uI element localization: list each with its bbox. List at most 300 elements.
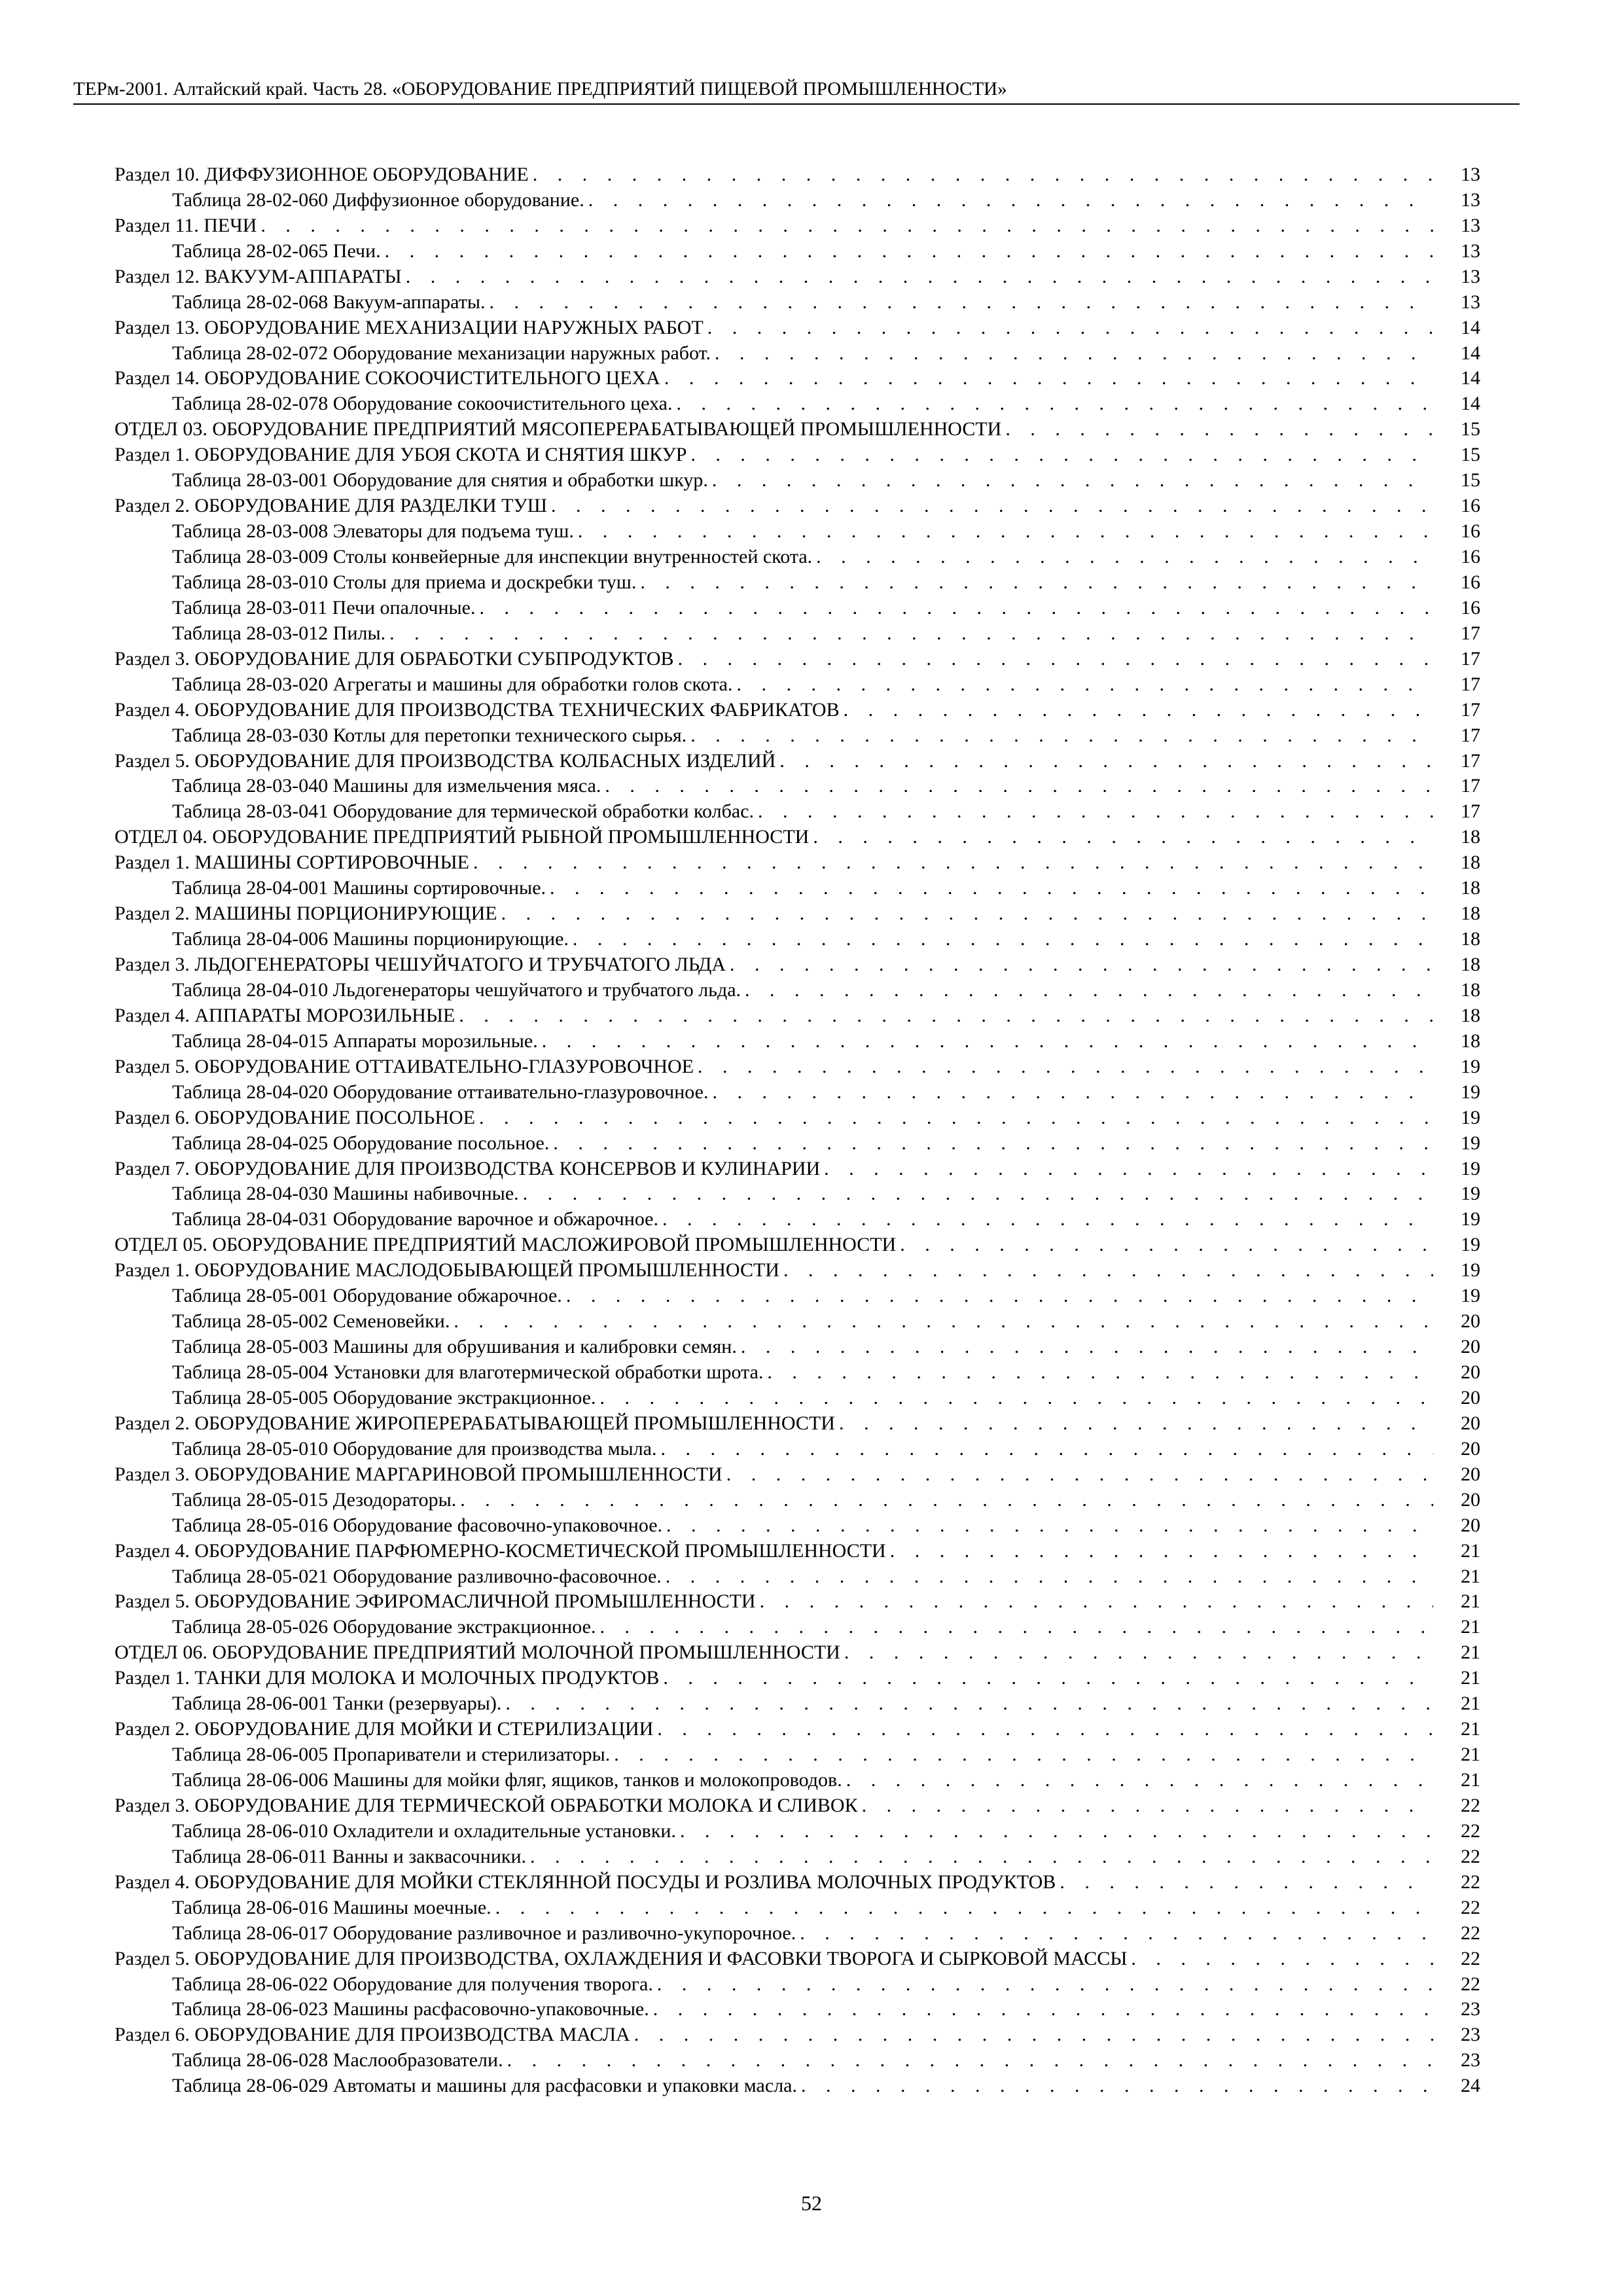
- dot-leader: [844, 698, 1433, 723]
- toc-section-entry[interactable]: [115, 850, 1480, 876]
- toc-entry-label: Таблица 28-05-004 Установки для влаготермической обработки шрота.: [172, 1361, 764, 1384]
- toc-entry-page: 22: [1461, 1947, 1480, 1969]
- toc-entry-label: Раздел 4. АППАРАТЫ МОРОЗИЛЬНЫЕ: [115, 1004, 455, 1026]
- toc-table-entry[interactable]: [115, 2048, 1480, 2073]
- toc-entry-label: Таблица 28-03-020 Агрегаты и машины для обработки голов скота.: [172, 673, 733, 695]
- toc-entry-page: 18: [1461, 978, 1480, 1001]
- toc-section-entry[interactable]: [115, 1590, 1480, 1615]
- toc-table-entry[interactable]: [115, 1895, 1480, 1921]
- dot-leader: [844, 1640, 1433, 1666]
- toc-entry-page: 19: [1461, 1285, 1480, 1307]
- toc-entry-page: 13: [1461, 240, 1480, 262]
- dot-leader: [490, 290, 1434, 315]
- toc-entry-label: Таблица 28-04-020 Оборудование оттаивательно-глазуровочное.: [172, 1081, 709, 1103]
- dot-leader: [678, 647, 1434, 672]
- dot-leader: [1131, 1946, 1433, 1972]
- toc-section-entry[interactable]: [115, 2022, 1480, 2048]
- toc-entry-page: 19: [1461, 1106, 1480, 1128]
- toc-entry-page: 22: [1461, 1896, 1480, 1918]
- dot-leader: [614, 1742, 1433, 1768]
- toc-section-entry[interactable]: [115, 647, 1480, 672]
- toc-table-entry[interactable]: [115, 774, 1480, 800]
- toc-entry-label: Раздел 1. ОБОРУДОВАНИЕ МАСЛОДОБЫВАЮЩЕЙ ПРОМЫШЛЕННОСТИ: [115, 1259, 779, 1282]
- toc-entry-label: Таблица 28-05-016 Оборудование фасовочно-упаковочное.: [172, 1514, 663, 1536]
- toc-entry-page: 16: [1461, 520, 1480, 543]
- toc-table-entry[interactable]: [115, 1437, 1480, 1462]
- toc-section-entry[interactable]: [115, 825, 1480, 850]
- dot-leader: [698, 1054, 1433, 1080]
- toc-section-entry[interactable]: [115, 1666, 1480, 1691]
- toc-entry-label: Таблица 28-03-001 Оборудование для снятия и обработки шкур.: [172, 469, 708, 492]
- toc-section-entry[interactable]: [115, 1539, 1480, 1564]
- dot-leader: [573, 927, 1433, 952]
- toc-entry-label: Таблица 28-06-010 Охладители и охладительные установки.: [172, 1820, 676, 1842]
- toc-entry-label: Таблица 28-04-031 Оборудование варочное и обжарочное.: [172, 1208, 658, 1230]
- dot-leader: [657, 1972, 1433, 1998]
- toc-section-entry[interactable]: [115, 367, 1480, 392]
- dot-leader: [779, 749, 1433, 774]
- toc-entry-label: Таблица 28-03-011 Печи опалочные.: [172, 596, 476, 619]
- toc-entry-page: 18: [1461, 852, 1480, 874]
- dot-leader: [730, 952, 1433, 978]
- toc-entry-page: 21: [1461, 1667, 1480, 1689]
- toc-entry-label: Таблица 28-06-006 Машины для мойки фляг, ящиков, танков и молокопроводов.: [172, 1769, 842, 1791]
- toc-entry-page: 20: [1461, 1310, 1480, 1333]
- dot-leader: [530, 1844, 1433, 1870]
- toc-entry-page: 18: [1461, 928, 1480, 950]
- toc-table-entry[interactable]: [115, 188, 1480, 213]
- toc-table-entry[interactable]: [115, 1207, 1480, 1232]
- toc-entry-page: 20: [1461, 1463, 1480, 1485]
- toc-entry-label: Таблица 28-03-012 Пилы.: [172, 622, 386, 644]
- toc-table-entry[interactable]: [115, 1309, 1480, 1335]
- dot-leader: [741, 1335, 1433, 1360]
- toc-table-entry[interactable]: [115, 596, 1480, 621]
- dot-leader: [783, 1258, 1433, 1283]
- toc-entry-label: Таблица 28-02-065 Печи.: [172, 240, 381, 262]
- toc-entry-page: 14: [1461, 316, 1480, 338]
- toc-entry-label: Раздел 14. ОБОРУДОВАНИЕ СОКООЧИСТИТЕЛЬНОГО ЦЕХА: [115, 367, 660, 389]
- toc-entry-label: Таблица 28-02-078 Оборудование сокоочистительного цеха.: [172, 393, 673, 415]
- toc-entry-page: 20: [1461, 1488, 1480, 1511]
- toc-table-entry[interactable]: [115, 1029, 1480, 1054]
- toc-entry-page: 21: [1461, 1693, 1480, 1715]
- toc-section-entry[interactable]: [115, 1157, 1480, 1182]
- toc-entry-label: Таблица 28-05-026 Оборудование экстракционное.: [172, 1616, 596, 1638]
- toc-section-entry[interactable]: [115, 901, 1480, 927]
- toc-entry-page: 17: [1461, 775, 1480, 797]
- toc-table-entry[interactable]: [115, 570, 1480, 596]
- toc-entry-page: 18: [1461, 826, 1480, 848]
- toc-entry-page: 17: [1461, 724, 1480, 746]
- toc-entry-page: 14: [1461, 342, 1480, 364]
- dot-leader: [553, 1131, 1433, 1157]
- dot-leader: [707, 315, 1433, 341]
- toc-entry-page: 19: [1461, 1234, 1480, 1256]
- toc-entry-label: Раздел 5. ОБОРУДОВАНИЕ ОТТАИВАТЕЛЬНО-ГЛАЗУРОВОЧНОЕ: [115, 1055, 694, 1077]
- dot-leader: [745, 978, 1433, 1003]
- toc-entry-label: Таблица 28-02-060 Диффузионное оборудование.: [172, 188, 584, 211]
- toc-section-entry[interactable]: [115, 698, 1480, 723]
- toc-entry-label: Раздел 1. ТАНКИ ДЛЯ МОЛОКА И МОЛОЧНЫХ ПРОДУКТОВ: [115, 1667, 660, 1689]
- toc-table-entry[interactable]: [115, 1080, 1480, 1105]
- dot-leader: [389, 621, 1433, 647]
- toc-entry-page: 21: [1461, 1744, 1480, 1766]
- dot-leader: [824, 1157, 1433, 1182]
- dot-leader: [666, 1564, 1433, 1590]
- toc-entry-page: 20: [1461, 1437, 1480, 1460]
- toc-entry-page: 17: [1461, 647, 1480, 670]
- toc-entry-page: 16: [1461, 546, 1480, 568]
- dot-leader: [505, 1691, 1433, 1717]
- toc-entry-label: Раздел 1. МАШИНЫ СОРТИРОВОЧНЫЕ: [115, 852, 469, 874]
- dot-leader: [605, 774, 1433, 799]
- toc-entry-label: Таблица 28-06-005 Пропариватели и стерилизаторы.: [172, 1744, 611, 1766]
- toc-entry-page: 22: [1461, 1794, 1480, 1816]
- toc-section-entry[interactable]: [115, 1232, 1480, 1258]
- toc-entry-label: Раздел 4. ОБОРУДОВАНИЕ ПАРФЮМЕРНО-КОСМЕТИЧЕСКОЙ ПРОМЫШЛЕННОСТИ: [115, 1539, 886, 1562]
- toc-entry-page: 19: [1461, 1157, 1480, 1179]
- toc-entry-page: 21: [1461, 1769, 1480, 1791]
- toc-entry-label: ОТДЕЛ 03. ОБОРУДОВАНИЕ ПРЕДПРИЯТИЙ МЯСОПЕРЕРАБАТЫВАЮЩЕЙ ПРОМЫШЛЕННОСТИ: [115, 418, 1002, 440]
- dot-leader: [578, 519, 1433, 545]
- toc-entry-page: 23: [1461, 2049, 1480, 2072]
- toc-entry-page: 24: [1461, 2075, 1480, 2097]
- dot-leader: [712, 468, 1433, 493]
- toc-entry-page: 15: [1461, 469, 1480, 492]
- toc-entry-label: Таблица 28-06-011 Ванны и заквасочники.: [172, 1845, 527, 1867]
- toc-entry-label: Таблица 28-05-002 Семеновейки.: [172, 1310, 450, 1333]
- toc-entry-page: 16: [1461, 495, 1480, 517]
- dot-leader: [454, 1309, 1433, 1335]
- toc-entry-page: 19: [1461, 1081, 1480, 1103]
- dot-leader: [662, 1207, 1433, 1232]
- dot-leader: [640, 570, 1433, 596]
- dot-leader: [385, 239, 1433, 264]
- table-of-contents: [115, 162, 1480, 2099]
- toc-table-entry[interactable]: [115, 1488, 1480, 1513]
- toc-table-entry[interactable]: [115, 1921, 1480, 1946]
- dot-leader: [634, 2022, 1433, 2048]
- dot-leader: [862, 1793, 1433, 1819]
- dot-leader: [800, 1921, 1433, 1946]
- dot-leader: [713, 1080, 1434, 1105]
- toc-entry-page: 21: [1461, 1590, 1480, 1613]
- toc-section-entry[interactable]: [115, 162, 1480, 188]
- toc-section-entry[interactable]: [115, 1717, 1480, 1742]
- toc-entry-page: 19: [1461, 1259, 1480, 1282]
- dot-leader: [501, 901, 1433, 927]
- toc-entry-label: Раздел 12. ВАКУУМ-АППАРАТЫ: [115, 265, 402, 287]
- toc-entry-page: 13: [1461, 214, 1480, 236]
- toc-entry-page: 21: [1461, 1616, 1480, 1638]
- dot-leader: [758, 799, 1433, 825]
- toc-table-entry[interactable]: [115, 799, 1480, 825]
- toc-entry-label: Раздел 2. МАШИНЫ ПОРЦИОНИРУЮЩИЕ: [115, 903, 497, 925]
- toc-section-entry[interactable]: [115, 1870, 1480, 1895]
- toc-entry-label: Таблица 28-06-022 Оборудование для получения творога.: [172, 1973, 653, 1995]
- toc-section-entry[interactable]: [115, 749, 1480, 774]
- dot-leader: [260, 213, 1433, 239]
- toc-entry-page: 17: [1461, 698, 1480, 721]
- dot-leader: [690, 442, 1433, 468]
- dot-leader: [473, 850, 1433, 876]
- page-number: 52: [801, 2191, 822, 2215]
- toc-table-entry[interactable]: [115, 391, 1480, 417]
- toc-entry-page: 23: [1461, 2024, 1480, 2046]
- toc-entry-label: Таблица 28-06-017 Оборудование разливочное и разливочно-укупорочное.: [172, 1922, 796, 1944]
- toc-entry-page: 20: [1461, 1386, 1480, 1408]
- toc-entry-page: 13: [1461, 291, 1480, 313]
- toc-entry-page: 22: [1461, 1922, 1480, 1944]
- dot-leader: [767, 1360, 1433, 1386]
- dot-leader: [690, 723, 1433, 749]
- toc-entry-page: 17: [1461, 673, 1480, 695]
- toc-entry-label: Таблица 28-03-040 Машины для измельчения мяса.: [172, 775, 601, 797]
- toc-entry-label: Раздел 5. ОБОРУДОВАНИЕ ДЛЯ ПРОИЗВОДСТВА КОЛБАСНЫХ ИЗДЕЛИЙ: [115, 749, 776, 772]
- dot-leader: [533, 162, 1433, 188]
- toc-table-entry[interactable]: [115, 1615, 1480, 1640]
- toc-section-entry[interactable]: [115, 442, 1480, 468]
- toc-entry-page: 21: [1461, 1565, 1480, 1587]
- toc-table-entry[interactable]: [115, 1972, 1480, 1998]
- dot-leader: [542, 1029, 1433, 1054]
- toc-entry-page: 15: [1461, 444, 1480, 466]
- toc-table-entry[interactable]: [115, 1768, 1480, 1793]
- toc-entry-label: Раздел 2. ОБОРУДОВАНИЕ ДЛЯ РАЗДЕЛКИ ТУШ: [115, 495, 547, 517]
- toc-entry-label: Таблица 28-06-028 Маслообразователи.: [172, 2049, 503, 2072]
- toc-entry-page: 19: [1461, 1132, 1480, 1154]
- dot-leader: [760, 1589, 1433, 1615]
- toc-table-entry[interactable]: [115, 1819, 1480, 1844]
- dot-leader: [680, 1819, 1433, 1844]
- toc-table-entry[interactable]: [115, 545, 1480, 570]
- toc-section-entry[interactable]: [115, 417, 1480, 442]
- toc-entry-label: Раздел 5. ОБОРУДОВАНИЕ ЭФИРОМАСЛИЧНОЙ ПРОМЫШЛЕННОСТИ: [115, 1590, 756, 1613]
- dot-leader: [813, 825, 1433, 850]
- toc-entry-label: Таблица 28-05-021 Оборудование разливочно-фасовочное.: [172, 1565, 662, 1587]
- toc-entry-label: Раздел 7. ОБОРУДОВАНИЕ ДЛЯ ПРОИЗВОДСТВА КОНСЕРВОВ И КУЛИНАРИИ: [115, 1157, 821, 1179]
- toc-entry-label: Таблица 28-05-003 Машины для обрушивания и калибровки семян.: [172, 1336, 737, 1358]
- toc-entry-page: 23: [1461, 1998, 1480, 2020]
- toc-section-entry[interactable]: [115, 1411, 1480, 1437]
- toc-entry-page: 21: [1461, 1718, 1480, 1740]
- toc-table-entry[interactable]: [115, 1182, 1480, 1208]
- dot-leader: [801, 2073, 1433, 2099]
- toc-entry-label: Таблица 28-06-001 Танки (резервуары).: [172, 1693, 502, 1715]
- toc-entry-label: Таблица 28-02-072 Оборудование механизации наружных работ.: [172, 342, 711, 364]
- toc-table-entry[interactable]: [115, 468, 1480, 493]
- toc-entry-label: Таблица 28-04-015 Аппараты морозильные.: [172, 1030, 538, 1052]
- toc-entry-label: Раздел 3. ЛЬДОГЕНЕРАТОРЫ ЧЕШУЙЧАТОГО И ТРУБЧАТОГО ЛЬДА: [115, 954, 726, 976]
- dot-leader: [566, 1283, 1433, 1309]
- toc-table-entry[interactable]: [115, 1360, 1480, 1386]
- toc-entry-label: ОТДЕЛ 06. ОБОРУДОВАНИЕ ПРЕДПРИЯТИЙ МОЛОЧНОЙ ПРОМЫШЛЕННОСТИ: [115, 1641, 840, 1664]
- toc-table-entry[interactable]: [115, 1513, 1480, 1539]
- toc-section-entry[interactable]: [115, 1640, 1480, 1666]
- toc-entry-label: Таблица 28-03-030 Котлы для перетопки технического сырья.: [172, 724, 687, 746]
- toc-entry-label: Раздел 10. ДИФФУЗИОННОЕ ОБОРУДОВАНИЕ: [115, 163, 529, 185]
- toc-entry-label: Таблица 28-03-010 Столы для приема и доскребки туш.: [172, 571, 637, 593]
- dot-leader: [460, 1488, 1433, 1513]
- toc-entry-page: 18: [1461, 954, 1480, 976]
- toc-table-entry[interactable]: [115, 1742, 1480, 1768]
- toc-entry-label: Раздел 6. ОБОРУДОВАНИЕ ПОСОЛЬНОЕ: [115, 1106, 476, 1128]
- toc-section-entry[interactable]: [115, 1946, 1480, 1972]
- toc-entry-page: 20: [1461, 1412, 1480, 1434]
- toc-entry-label: Таблица 28-03-008 Элеваторы для подъема туш.: [172, 520, 574, 543]
- toc-section-entry[interactable]: [115, 1105, 1480, 1131]
- dot-leader: [550, 876, 1433, 901]
- toc-table-entry[interactable]: [115, 1998, 1480, 2023]
- dot-leader: [507, 2048, 1433, 2073]
- toc-entry-page: 18: [1461, 1030, 1480, 1052]
- toc-entry-page: 20: [1461, 1361, 1480, 1384]
- dot-leader: [495, 1895, 1433, 1921]
- dot-leader: [551, 493, 1433, 519]
- toc-entry-label: Таблица 28-04-006 Машины порционирующие.: [172, 928, 569, 950]
- toc-section-entry[interactable]: [115, 213, 1480, 239]
- toc-entry-page: 21: [1461, 1641, 1480, 1664]
- toc-table-entry[interactable]: [115, 672, 1480, 698]
- toc-entry-page: 17: [1461, 622, 1480, 644]
- toc-entry-label: Раздел 5. ОБОРУДОВАНИЕ ДЛЯ ПРОИЗВОДСТВА, ОХЛАЖДЕНИЯ И ФАСОВКИ ТВОРОГА И СЫРКОВОЙ МАССЫ: [115, 1947, 1128, 1969]
- dot-leader: [677, 391, 1433, 417]
- toc-entry-label: Раздел 6. ОБОРУДОВАНИЕ ДЛЯ ПРОИЗВОДСТВА МАСЛА: [115, 2024, 630, 2046]
- toc-entry-page: 20: [1461, 1336, 1480, 1358]
- toc-table-entry[interactable]: [115, 723, 1480, 749]
- toc-entry-page: 13: [1461, 188, 1480, 211]
- toc-entry-label: Раздел 3. ОБОРУДОВАНИЕ ДЛЯ ОБРАБОТКИ СУБПРОДУКТОВ: [115, 647, 674, 670]
- toc-entry-page: 16: [1461, 596, 1480, 619]
- dot-leader: [657, 1717, 1433, 1742]
- toc-table-entry[interactable]: [115, 2073, 1480, 2099]
- toc-section-entry[interactable]: [115, 1462, 1480, 1488]
- toc-table-entry[interactable]: [115, 876, 1480, 901]
- dot-leader: [736, 672, 1433, 698]
- toc-table-entry[interactable]: [115, 1131, 1480, 1157]
- dot-leader: [890, 1539, 1433, 1564]
- toc-entry-label: Раздел 13. ОБОРУДОВАНИЕ МЕХАНИЗАЦИИ НАРУЖНЫХ РАБОТ: [115, 316, 704, 338]
- toc-table-entry[interactable]: [115, 290, 1480, 315]
- dot-leader: [600, 1615, 1434, 1640]
- dot-leader: [816, 545, 1433, 570]
- toc-section-entry[interactable]: [115, 1003, 1480, 1029]
- toc-section-entry[interactable]: [115, 493, 1480, 519]
- toc-entry-page: 22: [1461, 1871, 1480, 1893]
- toc-entry-label: Раздел 3. ОБОРУДОВАНИЕ МАРГАРИНОВОЙ ПРОМЫШЛЕННОСТИ: [115, 1463, 722, 1485]
- toc-entry-label: ОТДЕЛ 05. ОБОРУДОВАНИЕ ПРЕДПРИЯТИЙ МАСЛОЖИРОВОЙ ПРОМЫШЛЕННОСТИ: [115, 1234, 897, 1256]
- dot-leader: [900, 1232, 1433, 1258]
- toc-table-entry[interactable]: [115, 1386, 1480, 1411]
- toc-table-entry[interactable]: [115, 239, 1480, 264]
- toc-section-entry[interactable]: [115, 264, 1480, 290]
- toc-entry-page: 18: [1461, 903, 1480, 925]
- toc-entry-page: 21: [1461, 1539, 1480, 1562]
- dot-leader: [726, 1462, 1433, 1488]
- toc-section-entry[interactable]: [115, 1054, 1480, 1080]
- dot-leader: [661, 1437, 1434, 1462]
- toc-entry-label: Раздел 4. ОБОРУДОВАНИЕ ДЛЯ МОЙКИ СТЕКЛЯННОЙ ПОСУДЫ И РОЗЛИВА МОЛОЧНЫХ ПРОДУКТОВ: [115, 1871, 1056, 1893]
- toc-entry-page: 13: [1461, 163, 1480, 185]
- toc-entry-label: Таблица 28-06-016 Машины моечные.: [172, 1896, 491, 1918]
- toc-entry-page: 18: [1461, 1004, 1480, 1026]
- toc-table-entry[interactable]: [115, 621, 1480, 647]
- toc-entry-page: 13: [1461, 265, 1480, 287]
- toc-section-entry[interactable]: [115, 315, 1480, 341]
- dot-leader: [1060, 1870, 1433, 1895]
- toc-entry-page: 17: [1461, 749, 1480, 772]
- toc-table-entry[interactable]: [115, 978, 1480, 1003]
- toc-entry-label: Таблица 28-04-025 Оборудование посольное.: [172, 1132, 550, 1154]
- dot-leader: [846, 1768, 1433, 1793]
- toc-entry-page: 19: [1461, 1183, 1480, 1205]
- toc-entry-page: 16: [1461, 571, 1480, 593]
- toc-entry-label: Таблица 28-03-009 Столы конвейерные для инспекции внутренностей скота.: [172, 546, 813, 568]
- toc-table-entry[interactable]: [115, 1564, 1480, 1590]
- dot-leader: [664, 366, 1433, 391]
- toc-table-entry[interactable]: [115, 1691, 1480, 1717]
- dot-leader: [523, 1181, 1433, 1207]
- toc-entry-label: Таблица 28-06-023 Машины расфасовочно-упаковочные.: [172, 1998, 649, 2020]
- toc-section-entry[interactable]: [115, 1258, 1480, 1283]
- dot-leader: [479, 1105, 1433, 1131]
- toc-table-entry[interactable]: [115, 1335, 1480, 1360]
- toc-entry-label: Раздел 11. ПЕЧИ: [115, 214, 257, 236]
- dot-leader: [663, 1666, 1433, 1691]
- toc-table-entry[interactable]: [115, 927, 1480, 952]
- toc-table-entry[interactable]: [115, 1844, 1480, 1870]
- toc-table-entry[interactable]: [115, 519, 1480, 545]
- toc-entry-label: Раздел 4. ОБОРУДОВАНИЕ ДЛЯ ПРОИЗВОДСТВА ТЕХНИЧЕСКИХ ФАБРИКАТОВ: [115, 698, 840, 721]
- toc-entry-label: Таблица 28-06-029 Автоматы и машины для расфасовки и упаковки масла.: [172, 2075, 797, 2097]
- running-header: ТЕРм-2001. Алтайский край. Часть 28. «ОБОРУДОВАНИЕ ПРЕДПРИЯТИЙ ПИЩЕВОЙ ПРОМЫШЛЕННОСТИ»: [73, 77, 1520, 105]
- toc-table-entry[interactable]: [115, 341, 1480, 367]
- toc-entry-label: Таблица 28-05-010 Оборудование для производства мыла.: [172, 1437, 657, 1460]
- dot-leader: [839, 1411, 1433, 1437]
- dot-leader: [459, 1003, 1433, 1029]
- toc-section-entry[interactable]: [115, 952, 1480, 978]
- toc-entry-page: 22: [1461, 1845, 1480, 1867]
- toc-entry-label: Таблица 28-05-005 Оборудование экстракционное.: [172, 1386, 596, 1408]
- toc-entry-page: 22: [1461, 1973, 1480, 1995]
- toc-entry-page: 20: [1461, 1514, 1480, 1536]
- toc-entry-label: Раздел 2. ОБОРУДОВАНИЕ ЖИРОПЕРЕРАБАТЫВАЮЩЕЙ ПРОМЫШЛЕННОСТИ: [115, 1412, 835, 1434]
- toc-entry-label: Раздел 2. ОБОРУДОВАНИЕ ДЛЯ МОЙКИ И СТЕРИЛИЗАЦИИ: [115, 1718, 654, 1740]
- dot-leader: [480, 596, 1434, 621]
- toc-entry-label: Таблица 28-04-030 Машины набивочные.: [172, 1183, 519, 1205]
- toc-entry-page: 19: [1461, 1208, 1480, 1230]
- toc-entry-page: 14: [1461, 367, 1480, 389]
- toc-entry-label: Раздел 1. ОБОРУДОВАНИЕ ДЛЯ УБОЯ СКОТА И СНЯТИЯ ШКУР: [115, 444, 687, 466]
- toc-section-entry[interactable]: [115, 1793, 1480, 1819]
- dot-leader: [715, 341, 1433, 367]
- toc-entry-page: 22: [1461, 1820, 1480, 1842]
- dot-leader: [666, 1513, 1433, 1539]
- toc-entry-page: 15: [1461, 418, 1480, 440]
- toc-entry-label: Таблица 28-04-001 Машины сортировочные.: [172, 877, 546, 899]
- toc-table-entry[interactable]: [115, 1283, 1480, 1309]
- toc-entry-label: Таблица 28-03-041 Оборудование для термической обработки колбас.: [172, 800, 755, 823]
- dot-leader: [588, 188, 1433, 213]
- toc-entry-page: 19: [1461, 1055, 1480, 1077]
- toc-entry-label: Раздел 3. ОБОРУДОВАНИЕ ДЛЯ ТЕРМИЧЕСКОЙ ОБРАБОТКИ МОЛОКА И СЛИВОК: [115, 1794, 858, 1816]
- dot-leader: [653, 1997, 1433, 2022]
- toc-entry-label: Таблица 28-05-015 Дезодораторы.: [172, 1488, 457, 1511]
- toc-entry-page: 17: [1461, 800, 1480, 823]
- toc-entry-label: Таблица 28-05-001 Оборудование обжарочное.: [172, 1285, 562, 1307]
- dot-leader: [1005, 417, 1433, 442]
